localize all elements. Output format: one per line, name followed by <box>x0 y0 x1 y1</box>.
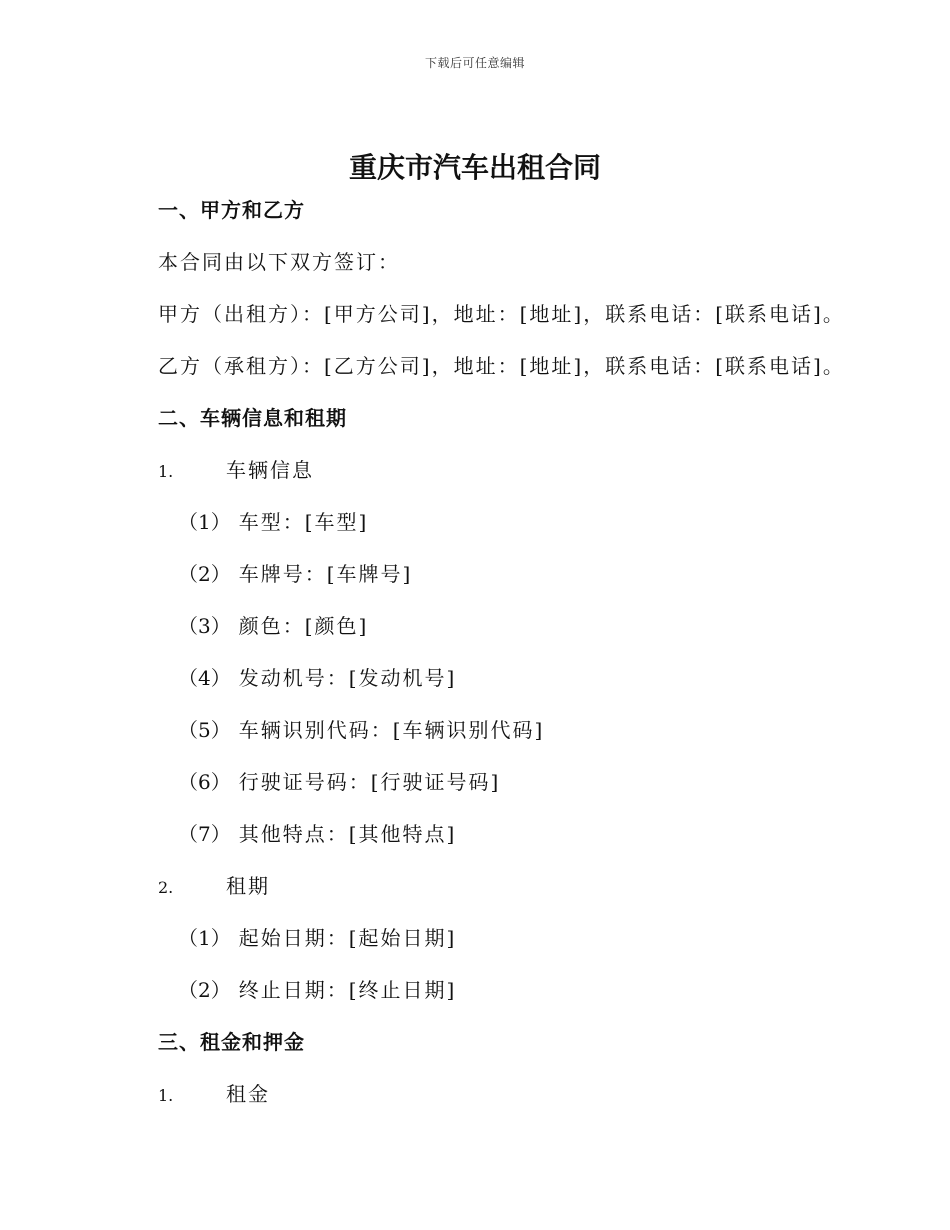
vehicle-subitem <box>178 508 368 536</box>
vehicle-subitem <box>178 612 368 640</box>
section-3-heading: 三、租金和押金 <box>158 1030 305 1054</box>
vehicle-subitem-text: 发动机号：[发动机号] <box>238 666 457 690</box>
vehicle-subitem <box>178 664 456 692</box>
document-title: 重庆市汽车出租合同 <box>348 151 601 184</box>
lease-term-subitem-text: 起始日期：[起始日期] <box>238 926 457 950</box>
vehicle-subitem-number: （4） <box>178 666 231 690</box>
vehicle-info-number: 1. <box>158 462 174 481</box>
vehicle-subitem-text: 行驶证号码：[行驶证号码] <box>238 770 501 794</box>
vehicle-info-item <box>158 456 314 486</box>
lease-term-subitem-number: （1） <box>178 926 231 950</box>
vehicle-subitem-number: （2） <box>178 562 231 586</box>
section-1-heading: 一、甲方和乙方 <box>158 198 305 222</box>
vehicle-subitem <box>178 820 456 848</box>
rent-item <box>158 1080 270 1110</box>
party-b-line: 乙方（承租方）：[乙方公司]，地址：[地址]，联系电话：[联系电话]。 <box>158 354 845 378</box>
vehicle-subitem-number: （1） <box>178 510 231 534</box>
section-1-intro: 本合同由以下双方签订： <box>158 250 400 274</box>
vehicle-subitem-number: （7） <box>178 822 231 846</box>
lease-term-number: 2. <box>158 878 174 897</box>
lease-term-subitem <box>178 924 456 952</box>
page-header-note: 下载后可任意编辑 <box>424 56 525 70</box>
vehicle-subitem-number: （3） <box>178 614 231 638</box>
vehicle-subitem <box>178 716 544 744</box>
lease-term-subitem <box>178 976 456 1004</box>
vehicle-subitem-number: （5） <box>178 718 231 742</box>
vehicle-subitem <box>178 768 500 796</box>
vehicle-subitem-text: 颜色：[颜色] <box>238 614 369 638</box>
lease-term-subitem-number: （2） <box>178 978 231 1002</box>
party-a-line: 甲方（出租方）：[甲方公司]，地址：[地址]，联系电话：[联系电话]。 <box>158 302 845 326</box>
vehicle-subitem-text: 车牌号：[车牌号] <box>238 562 413 586</box>
vehicle-subitem-text: 其他特点：[其他特点] <box>238 822 457 846</box>
lease-term-label: 租期 <box>226 874 270 898</box>
vehicle-subitem <box>178 560 412 588</box>
lease-term-subitem-text: 终止日期：[终止日期] <box>238 978 457 1002</box>
lease-term-item <box>158 872 270 902</box>
vehicle-info-label: 车辆信息 <box>226 458 314 482</box>
vehicle-subitem-text: 车型：[车型] <box>238 510 369 534</box>
vehicle-subitem-text: 车辆识别代码：[车辆识别代码] <box>238 718 545 742</box>
vehicle-subitem-number: （6） <box>178 770 231 794</box>
section-2-heading: 二、车辆信息和租期 <box>158 406 347 430</box>
rent-label: 租金 <box>226 1082 270 1106</box>
rent-number: 1. <box>158 1086 174 1105</box>
